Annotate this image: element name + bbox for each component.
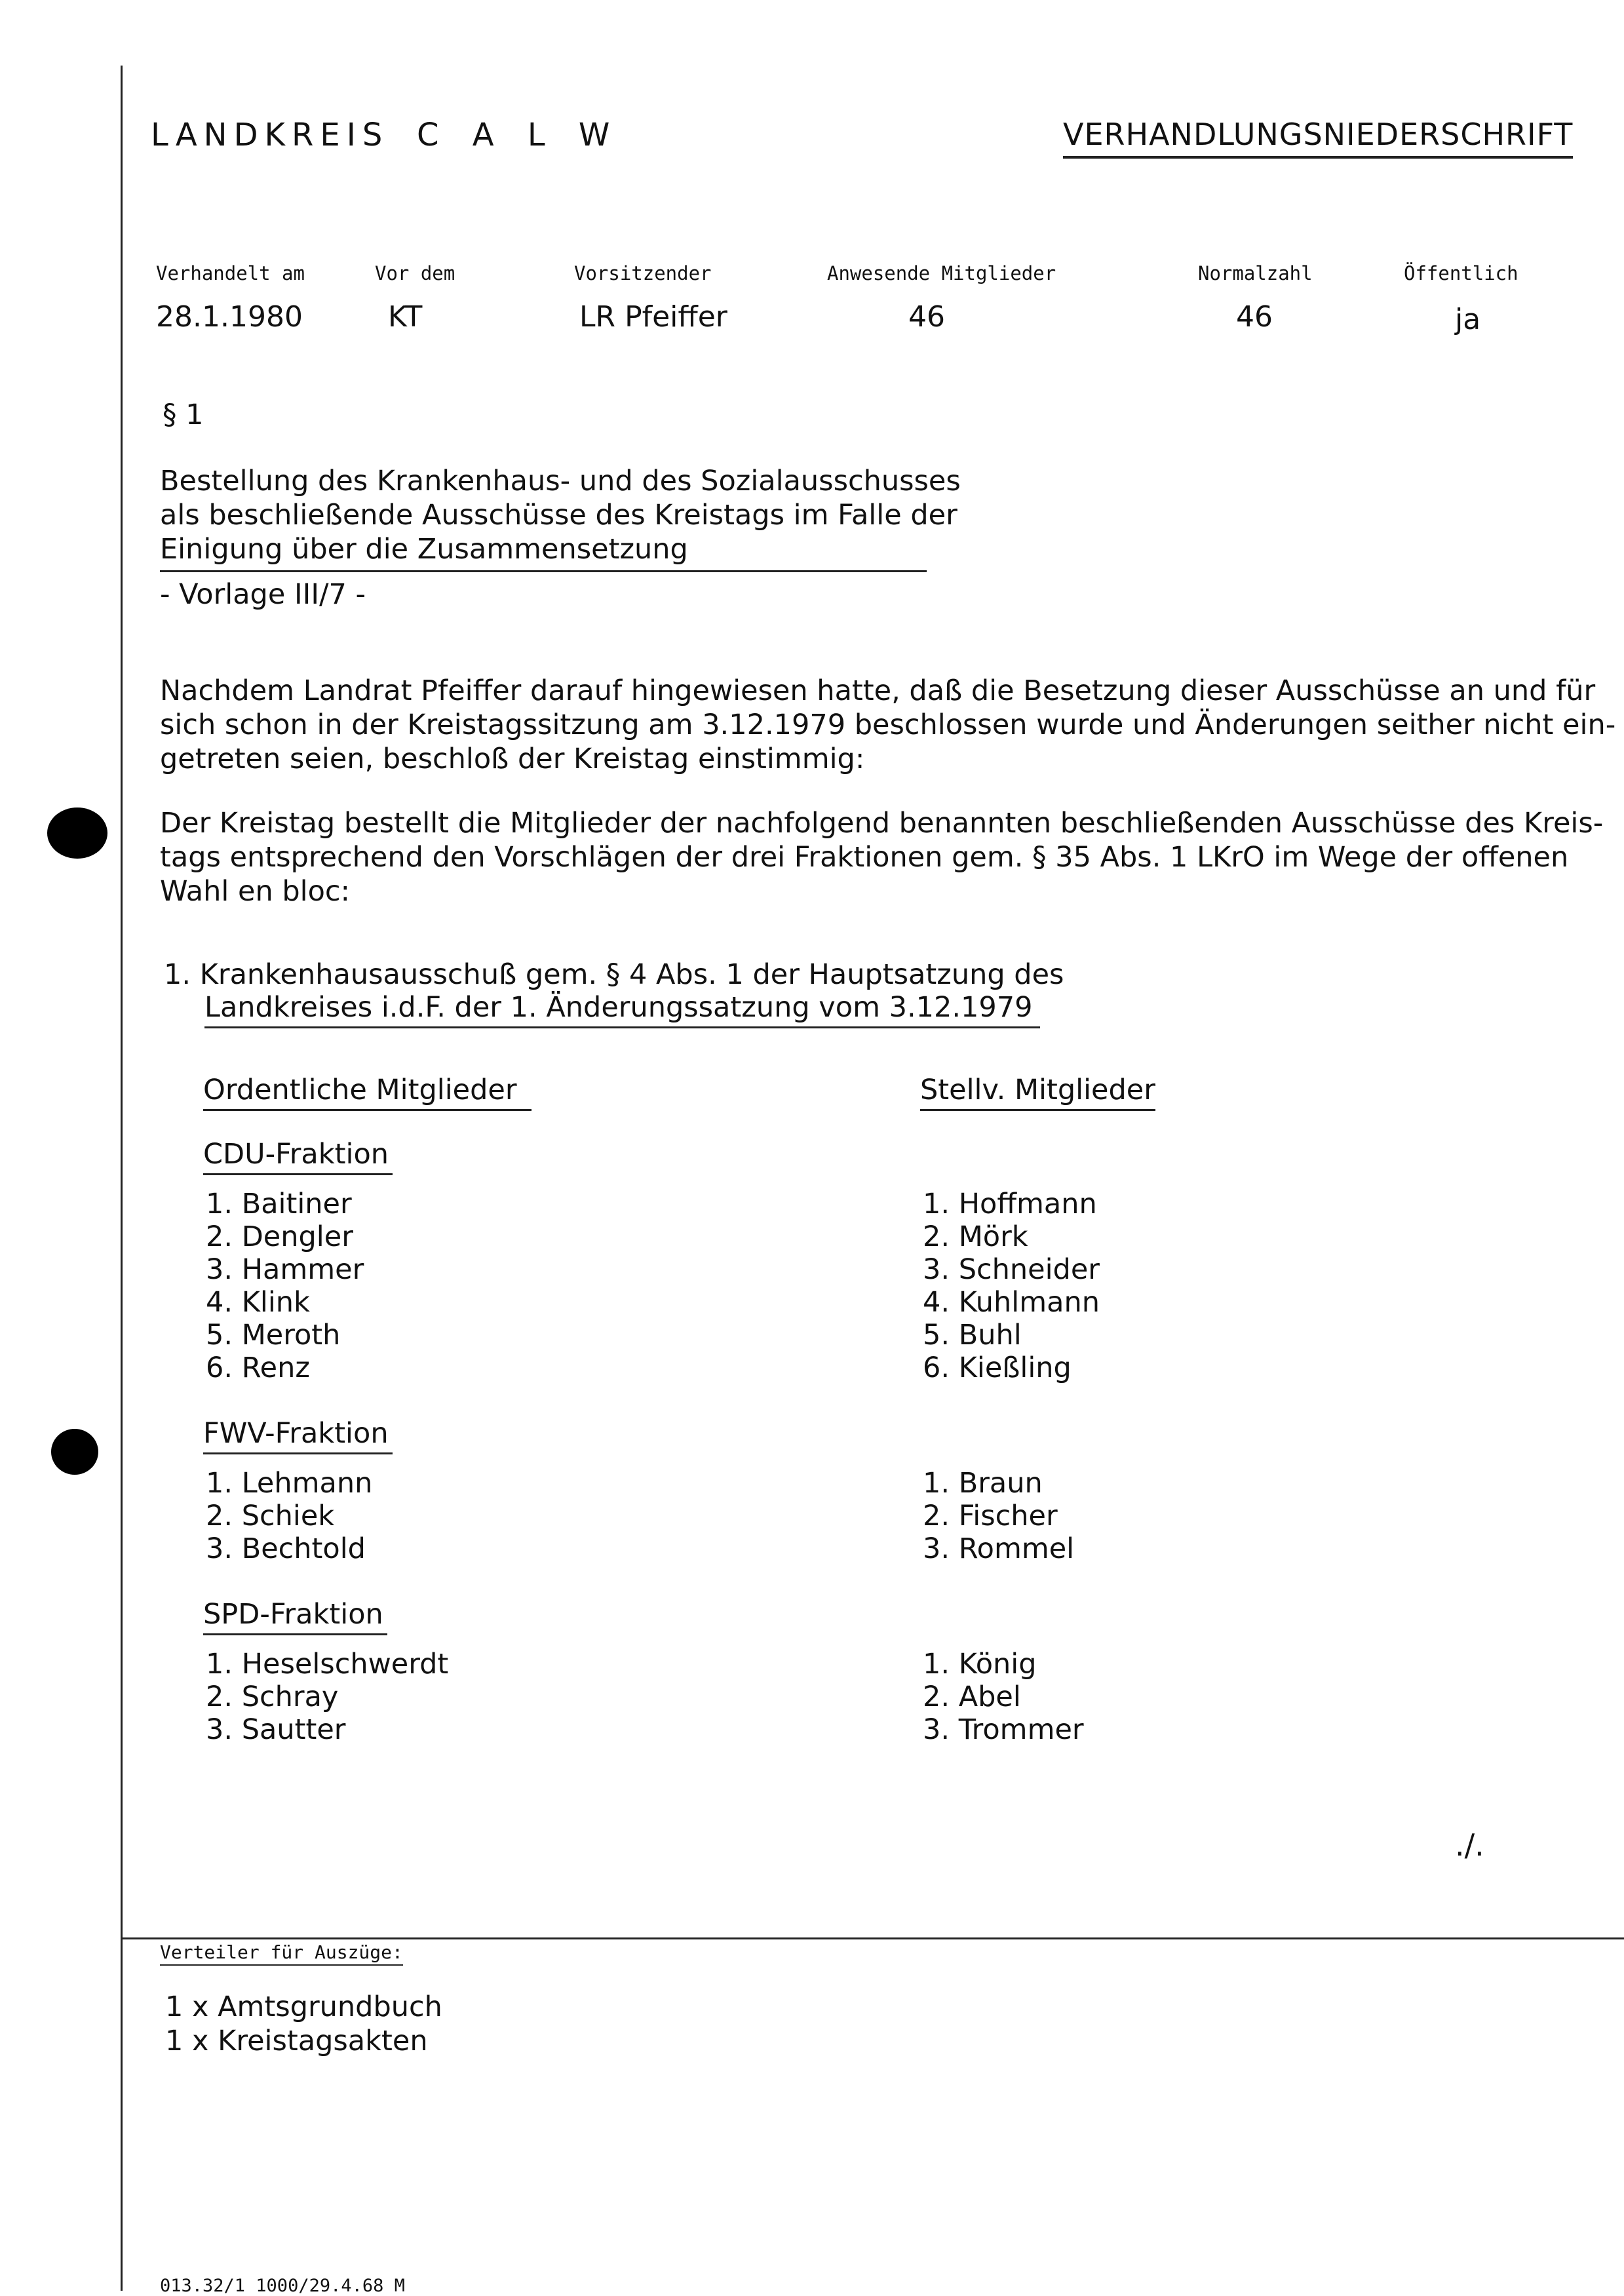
meta-value-present: 46 bbox=[908, 300, 945, 334]
faction-name-cdu: CDU-Fraktion bbox=[203, 1138, 393, 1175]
committee-item-line-1: 1. Krankenhausausschuß gem. § 4 Abs. 1 der Hauptsatzung des bbox=[164, 958, 1064, 991]
list-item: 2. Schiek bbox=[206, 1500, 335, 1532]
list-item: 1. Lehmann bbox=[206, 1467, 373, 1500]
list-item: 2. Dengler bbox=[206, 1220, 353, 1253]
list-item: 5. Meroth bbox=[206, 1319, 341, 1352]
faction-name-spd: SPD-Fraktion bbox=[203, 1598, 387, 1635]
list-item: 3. Bechtold bbox=[206, 1532, 366, 1565]
section-title-line-1: Bestellung des Krankenhaus- und des Sozialausschusses bbox=[160, 465, 961, 497]
footer-divider bbox=[121, 1937, 1624, 1939]
continuation-mark: ./. bbox=[1455, 1827, 1484, 1863]
meta-label-public: Öffentlich bbox=[1404, 262, 1518, 284]
meta-label-body: Vor dem bbox=[375, 262, 455, 284]
paragraph-1-line-1: Nachdem Landrat Pfeiffer darauf hingewiesen hatte, daß die Besetzung dieser Ausschüsse an und für bbox=[160, 674, 1596, 707]
meta-value-date: 28.1.1980 bbox=[156, 300, 303, 334]
list-item: 3. Schneider bbox=[923, 1253, 1100, 1286]
meta-value-chair: LR Pfeiffer bbox=[579, 300, 727, 334]
list-item: 1. König bbox=[923, 1648, 1037, 1681]
fwv-members-list bbox=[206, 1467, 372, 1565]
meta-value-body: KT bbox=[388, 300, 423, 334]
list-item: 4. Kuhlmann bbox=[923, 1286, 1100, 1319]
list-item: 3. Rommel bbox=[923, 1532, 1075, 1565]
column-header-ordentlich: Ordentliche Mitglieder bbox=[203, 1074, 532, 1111]
paragraph-2-line-3: Wahl en bloc: bbox=[160, 875, 351, 908]
vorlage-reference: - Vorlage III/7 - bbox=[160, 578, 366, 611]
cdu-deputies-list bbox=[923, 1188, 1100, 1384]
header-document-type: VERHANDLUNGSNIEDERSCHRIFT bbox=[1063, 117, 1573, 159]
list-item: 2. Schray bbox=[206, 1681, 339, 1713]
list-item: 2. Fischer bbox=[923, 1500, 1058, 1532]
punch-hole-top bbox=[47, 807, 107, 859]
list-item: 1 x Amtsgrundbuch bbox=[165, 1991, 442, 2023]
paragraph-2-line-1: Der Kreistag bestellt die Mitglieder der nachfolgend benannten beschließenden Ausschüsse des Kreis- bbox=[160, 807, 1604, 840]
meta-label-date: Verhandelt am bbox=[156, 262, 305, 284]
spd-members-list bbox=[206, 1648, 448, 1746]
list-item: 5. Buhl bbox=[923, 1319, 1022, 1352]
list-item: 1. Hoffmann bbox=[923, 1188, 1097, 1220]
left-margin-rule bbox=[121, 66, 123, 2291]
list-item: 2. Abel bbox=[923, 1681, 1021, 1713]
list-item: 4. Klink bbox=[206, 1286, 310, 1319]
faction-name-fwv: FWV-Fraktion bbox=[203, 1417, 393, 1454]
list-item: 1. Baitiner bbox=[206, 1188, 352, 1220]
meta-label-normal: Normalzahl bbox=[1198, 262, 1313, 284]
distribution-label: Verteiler für Auszüge: bbox=[160, 1941, 403, 1966]
section-title-line-3: Einigung über die Zusammensetzung bbox=[160, 533, 688, 566]
list-item: 6. Kießling bbox=[923, 1352, 1072, 1384]
list-item: 3. Trommer bbox=[923, 1713, 1084, 1746]
committee-item-line-2: Landkreises i.d.F. der 1. Änderungssatzung vom 3.12.1979 bbox=[204, 991, 1040, 1028]
paragraph-2 bbox=[160, 806, 1603, 908]
list-item: 2. Mörk bbox=[923, 1220, 1028, 1253]
section-title bbox=[160, 464, 961, 572]
meta-value-normal: 46 bbox=[1236, 300, 1273, 334]
form-number: 013.32/1 1000/29.4.68 M bbox=[160, 2276, 405, 2296]
list-item: 1 x Kreistagsakten bbox=[165, 2025, 428, 2057]
column-header-stellv: Stellv. Mitglieder bbox=[920, 1074, 1155, 1111]
paragraph-1 bbox=[160, 674, 1615, 776]
paragraph-1-line-3: getreten seien, beschloß der Kreistag einstimmig: bbox=[160, 743, 865, 775]
header-landkreis: LANDKREIS bbox=[151, 117, 389, 153]
paragraph-sign: § 1 bbox=[163, 399, 204, 431]
section-title-line-2: als beschließende Ausschüsse des Kreistags im Falle der bbox=[160, 499, 957, 532]
cdu-members-list bbox=[206, 1188, 364, 1384]
meta-label-chair: Vorsitzender bbox=[574, 262, 712, 284]
list-item: 1. Braun bbox=[923, 1467, 1043, 1500]
fwv-deputies-list bbox=[923, 1467, 1074, 1565]
paragraph-1-line-2: sich schon in der Kreistagssitzung am 3.12.1979 beschlossen wurde und Änderungen seither nicht ein- bbox=[160, 709, 1616, 741]
meta-label-present: Anwesende Mitglieder bbox=[827, 262, 1056, 284]
list-item: 6. Renz bbox=[206, 1352, 310, 1384]
meta-value-public: ja bbox=[1455, 303, 1481, 336]
paragraph-2-line-2: tags entsprechend den Vorschlägen der drei Fraktionen gem. § 35 Abs. 1 LKrO im Wege der offenen bbox=[160, 841, 1569, 874]
list-item: 3. Hammer bbox=[206, 1253, 364, 1286]
list-item: 3. Sautter bbox=[206, 1713, 346, 1746]
list-item: 1. Heselschwerdt bbox=[206, 1648, 449, 1681]
distribution-list bbox=[165, 1990, 442, 2058]
spd-deputies-list bbox=[923, 1648, 1084, 1746]
header-city: C A L W bbox=[417, 117, 622, 153]
punch-hole-bottom bbox=[51, 1429, 98, 1475]
